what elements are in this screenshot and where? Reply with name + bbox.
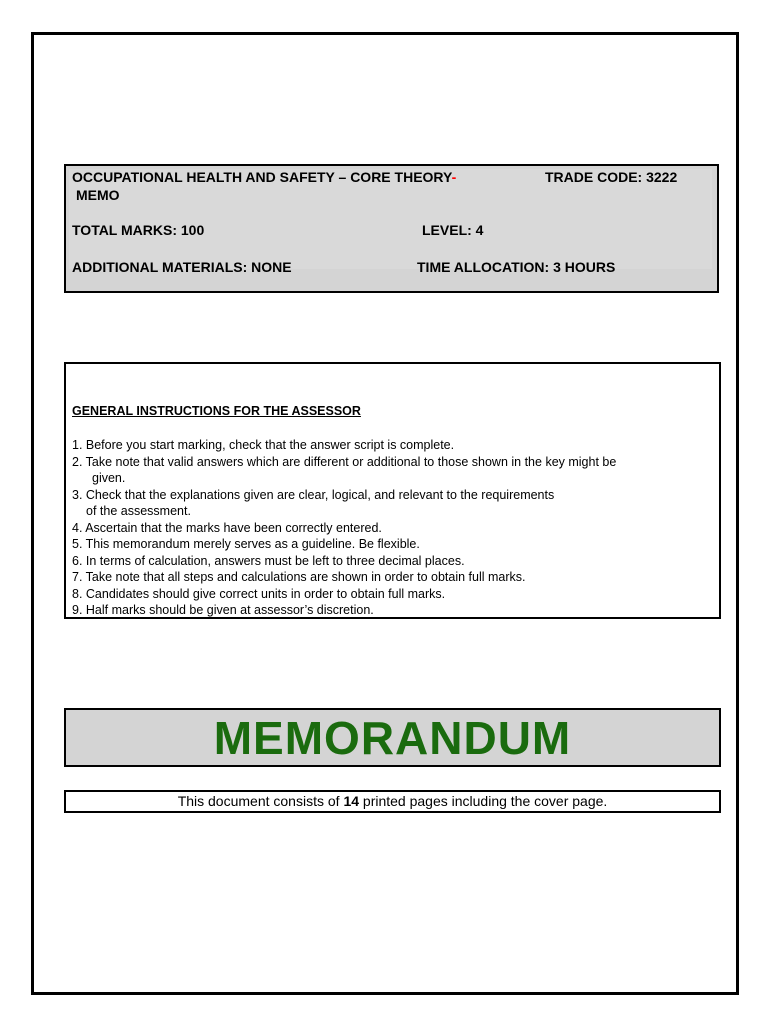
memorandum-title: MEMORANDUM xyxy=(213,712,572,764)
instruction-text: 5. This memorandum merely serves as a guideline. Be flexible. xyxy=(72,537,420,551)
subject-title-text: OCCUPATIONAL HEALTH AND SAFETY – CORE THEORY xyxy=(72,169,452,185)
page-count-suffix: printed pages including the cover page. xyxy=(359,793,608,809)
instruction-item xyxy=(72,553,713,570)
subject-title-memo: MEMO xyxy=(76,187,120,203)
subject-title xyxy=(72,169,456,185)
trade-code: TRADE CODE: 3222 xyxy=(545,169,678,185)
page-count-number: 14 xyxy=(343,793,360,809)
instruction-item xyxy=(72,454,713,487)
instructions-box xyxy=(64,362,721,619)
instruction-text: 4. Ascertain that the marks have been correctly entered. xyxy=(72,520,382,535)
instruction-text: 2. Take note that valid answers which are different or additional to those shown in the key might be xyxy=(72,454,617,469)
instruction-text: 7. Take note that all steps and calculations are shown in order to obtain full marks. xyxy=(72,570,526,584)
total-marks: TOTAL MARKS: 100 xyxy=(72,222,205,238)
header-box xyxy=(64,164,719,293)
page-count-notice xyxy=(64,790,721,813)
instruction-item xyxy=(72,520,713,537)
instruction-text: 3. Check that the explanations given are clear, logical, and relevant to the requirements xyxy=(72,487,555,502)
instruction-item xyxy=(72,437,713,454)
page-count-prefix: This document consists of xyxy=(177,793,344,809)
instruction-text: 9. Half marks should be given at assessor’s discretion. xyxy=(72,603,374,617)
subject-title-dash: - xyxy=(451,169,457,185)
level: LEVEL: 4 xyxy=(422,222,484,238)
instruction-text: 8. Candidates should give correct units in order to obtain full marks. xyxy=(72,586,446,601)
instructions-title: GENERAL INSTRUCTIONS FOR THE ASSESSOR xyxy=(72,404,361,418)
instruction-item xyxy=(72,569,713,586)
instruction-continuation: of the assessment. xyxy=(86,504,191,518)
instruction-item xyxy=(72,536,713,553)
instruction-item xyxy=(72,487,713,520)
additional-materials: ADDITIONAL MATERIALS: NONE xyxy=(72,259,292,275)
time-allocation: TIME ALLOCATION: 3 HOURS xyxy=(417,259,616,275)
instruction-text: 6. In terms of calculation, answers must be left to three decimal places. xyxy=(72,553,465,568)
instruction-continuation: given. xyxy=(92,471,126,485)
instruction-item xyxy=(72,586,713,603)
instruction-item xyxy=(72,602,713,619)
instruction-text: 1. Before you start marking, check that the answer script is complete. xyxy=(72,438,455,452)
memorandum-banner xyxy=(64,708,721,767)
instructions-list xyxy=(72,437,713,619)
